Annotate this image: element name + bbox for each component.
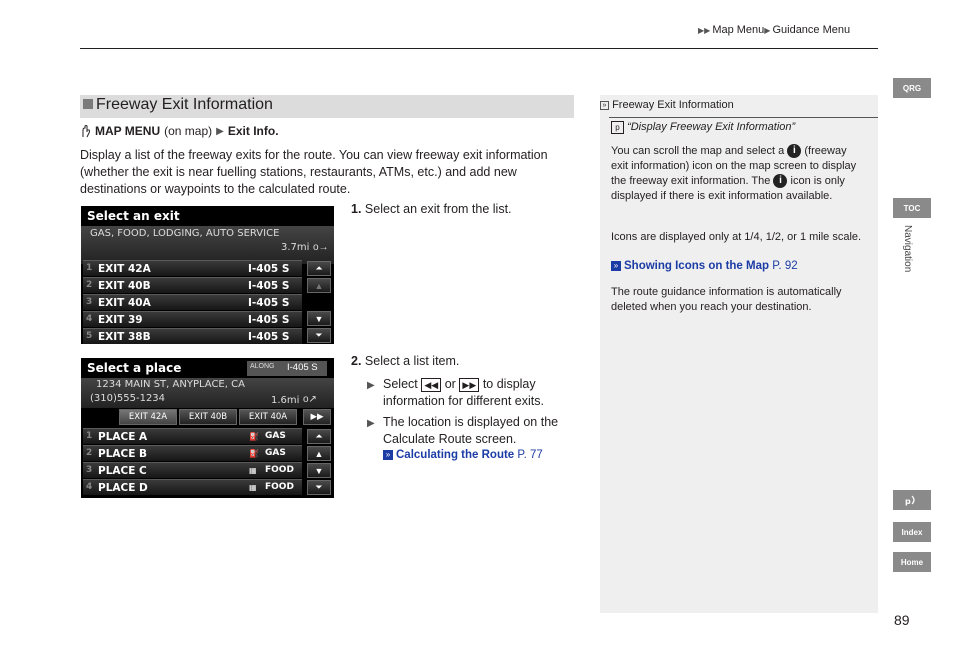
calculating-route-link[interactable] xyxy=(383,449,543,461)
path-map-menu: MAP MENU xyxy=(95,124,161,138)
scroll-top-icon[interactable]: ⏶ xyxy=(307,429,331,444)
home-tab-label: Home xyxy=(900,557,924,567)
place-type: FOOD xyxy=(265,465,294,475)
screen2-title: Select a place xyxy=(87,361,182,375)
place-list-screenshot xyxy=(81,358,334,498)
note-paragraph-3: The route guidance information is automatically deleted when you reach your destination. xyxy=(611,286,842,313)
next-button-icon: ▶▶ xyxy=(459,378,479,392)
list-item[interactable] xyxy=(83,260,302,276)
exit-name: EXIT 40B xyxy=(98,280,151,292)
scroll-bottom-icon[interactable]: ⏷ xyxy=(307,328,331,343)
tab-exit-40a[interactable] xyxy=(239,409,297,425)
tab-label: EXIT 40B xyxy=(188,412,228,422)
bullet-arrow-icon: ▶ xyxy=(367,418,375,429)
row-number: 3 xyxy=(86,465,93,475)
step-1-number: 1. xyxy=(351,202,362,216)
scroll-down-icon[interactable]: ▼ xyxy=(307,463,331,478)
section-square-icon xyxy=(83,99,93,109)
sub1-mid: or xyxy=(444,377,456,391)
qrg-tab[interactable] xyxy=(893,78,931,98)
along-road: I-405 S xyxy=(287,362,318,373)
along-label: ALONG xyxy=(250,363,275,370)
direction-icon: o↗ xyxy=(303,394,317,405)
bullet-arrow-icon: ▶ xyxy=(367,380,375,391)
exit-list-screenshot xyxy=(81,206,334,344)
scroll-up-icon[interactable]: ▲ xyxy=(307,446,331,461)
row-number: 3 xyxy=(86,297,93,307)
list-item[interactable] xyxy=(83,479,302,495)
voice-command-icon: p xyxy=(611,121,624,134)
note-arrow-icon: » xyxy=(600,101,609,110)
link-arrow-icon: » xyxy=(383,450,393,460)
list-item[interactable] xyxy=(83,428,302,444)
row-number: 4 xyxy=(86,314,93,324)
path-on-map: (on map) xyxy=(164,124,213,138)
note-title: Freeway Exit Information xyxy=(612,99,734,111)
row-number: 4 xyxy=(86,482,93,492)
voice-command-icon xyxy=(905,494,919,506)
voice-command-line xyxy=(611,120,866,135)
list-item[interactable] xyxy=(83,277,302,293)
breadcrumb-item-guidance-menu[interactable]: Guidance Menu xyxy=(772,24,851,36)
row-number: 2 xyxy=(86,280,93,290)
place-type: GAS xyxy=(265,448,286,458)
screen1-title: Select an exit xyxy=(87,209,180,223)
scroll-down-icon[interactable]: ▼ xyxy=(307,311,331,326)
next-tabs-icon[interactable]: ▶▶ xyxy=(303,409,331,425)
page-number: 89 xyxy=(894,612,910,628)
para1-a: You can scroll the map and select a xyxy=(611,145,785,157)
index-tab-label: Index xyxy=(901,527,923,537)
gas-station-icon: ⛽ xyxy=(249,449,259,458)
link-page: P. 77 xyxy=(517,449,543,461)
place-type: FOOD xyxy=(265,482,294,492)
exit-name: EXIT 42A xyxy=(98,263,151,275)
breadcrumb xyxy=(698,24,850,36)
place-phone: (310)555-1234 xyxy=(90,393,166,404)
step-2-number: 2. xyxy=(351,354,362,368)
place-name: PLACE C xyxy=(98,465,147,477)
chapter-label: Navigation xyxy=(902,225,913,273)
exit-name: EXIT 38B xyxy=(98,331,151,343)
tab-exit-40b[interactable] xyxy=(179,409,237,425)
link-page: P. 92 xyxy=(772,260,798,272)
hand-command-icon xyxy=(80,125,91,138)
note-heading xyxy=(600,99,734,111)
tab-label: EXIT 42A xyxy=(128,412,168,422)
note-paragraph-2: Icons are displayed only at 1/4, 1/2, or 1 mile scale. xyxy=(611,231,862,243)
link-label: Calculating the Route xyxy=(396,449,515,461)
header-divider xyxy=(80,48,878,49)
path-exit-info: Exit Info. xyxy=(227,124,279,138)
exit-road: I-405 S xyxy=(248,297,290,309)
section-description: Display a list of the freeway exits for the route. You can view freeway exit information (whether the exit is near fuelling stations, restaurants, ATMs, etc.) and add new destinations or waypoints to the calculated route. xyxy=(80,148,548,196)
note-divider xyxy=(609,117,878,118)
list-item[interactable] xyxy=(83,445,302,461)
exit-name: EXIT 39 xyxy=(98,314,143,326)
para1-c: icon is only displayed if there is exit information available. xyxy=(611,175,845,202)
step-2 xyxy=(351,353,581,370)
sub1-pre: Select xyxy=(383,377,418,391)
row-number: 5 xyxy=(86,331,93,341)
exit-road: I-405 S xyxy=(248,331,290,343)
exit-road: I-405 S xyxy=(248,280,290,292)
list-item[interactable] xyxy=(83,294,302,310)
restaurant-icon: ▦ xyxy=(249,466,257,475)
sub1-post: to display information for different exits. xyxy=(383,377,544,408)
place-name: PLACE B xyxy=(98,448,148,460)
previous-button-icon: ◀◀ xyxy=(421,378,441,392)
row-number: 2 xyxy=(86,448,93,458)
restaurant-icon: ▦ xyxy=(249,483,257,492)
voice-command-text: “Display Freeway Exit Information” xyxy=(627,121,796,133)
list-item[interactable] xyxy=(83,328,302,344)
sub2-text: The location is displayed on the Calculate Route screen. xyxy=(383,415,559,446)
link-arrow-icon: » xyxy=(611,261,621,271)
scroll-bottom-icon[interactable]: ⏷ xyxy=(307,480,331,495)
row-number: 1 xyxy=(86,263,93,273)
para1-b: (freeway exit information) icon on the map screen to display the freeway exit information. The xyxy=(611,145,857,187)
gas-station-icon: ⛽ xyxy=(249,432,259,441)
showing-icons-link[interactable] xyxy=(611,260,798,272)
place-distance: 1.6mi xyxy=(271,395,300,406)
step-2-sub-1 xyxy=(367,376,582,410)
list-item[interactable] xyxy=(83,462,302,478)
step-2-sub-2 xyxy=(367,414,582,448)
step-1-text: Select an exit from the list. xyxy=(364,202,512,216)
list-item[interactable] xyxy=(83,311,302,327)
step-1 xyxy=(351,201,581,218)
voice-command-tab[interactable] xyxy=(893,490,931,510)
breadcrumb-item-map-menu[interactable]: Map Menu xyxy=(712,24,765,36)
tab-exit-42a[interactable] xyxy=(119,409,177,425)
note-paragraph-1 xyxy=(611,144,866,204)
scroll-top-icon[interactable]: ⏶ xyxy=(307,261,331,276)
menu-path xyxy=(80,124,279,138)
home-tab[interactable] xyxy=(893,552,931,572)
step-2-text: Select a list item. xyxy=(364,354,460,368)
place-name: PLACE A xyxy=(98,431,148,443)
scroll-up-icon[interactable]: ▲ xyxy=(307,278,331,293)
toc-tab-label: TOC xyxy=(903,203,921,213)
screen1-subtitle: GAS, FOOD, LODGING, AUTO SERVICE xyxy=(90,228,280,239)
qrg-tab-label: QRG xyxy=(902,83,922,93)
svg-text:p: p xyxy=(905,497,911,506)
exit-road: I-405 S xyxy=(248,314,290,326)
link-label: Showing Icons on the Map xyxy=(624,260,770,272)
breadcrumb-arrow-icon: ▶ xyxy=(764,26,771,35)
place-address: 1234 MAIN ST, ANYPLACE, CA xyxy=(96,379,245,390)
exit-name: EXIT 40A xyxy=(98,297,151,309)
tab-label: EXIT 40A xyxy=(248,412,288,422)
breadcrumb-arrow-icon: ▶▶ xyxy=(698,26,711,35)
index-tab[interactable] xyxy=(893,522,931,542)
screen1-distance: 3.7mi xyxy=(281,242,310,253)
row-number: 1 xyxy=(86,431,93,441)
direction-icon: o→ xyxy=(313,242,329,253)
path-arrow-icon: ▶ xyxy=(216,125,224,137)
exit-road: I-405 S xyxy=(248,263,290,275)
info-icon: i xyxy=(787,144,801,158)
info-icon: i xyxy=(773,174,787,188)
toc-tab[interactable] xyxy=(893,198,931,218)
place-type: GAS xyxy=(265,431,286,441)
place-name: PLACE D xyxy=(98,482,148,494)
section-title: Freeway Exit Information xyxy=(96,96,273,113)
